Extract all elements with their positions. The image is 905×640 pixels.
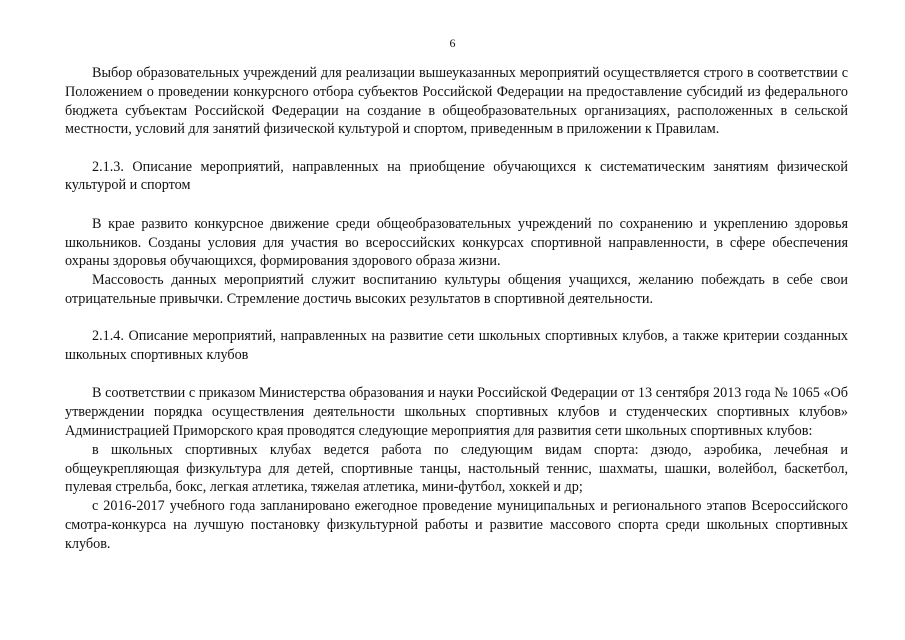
- paragraph-ministry-order: В соответствии с приказом Министерства образования и науки Российской Федерации от 13 сентября 2013 года № 1065 «Об утверждении порядка осуществления деятельности школьных спортивных клубов и студенческих спортивных клубов» Администрацией Приморского края проводятся следующие мероприятия для развития сети школьных спортивных клубов:: [65, 385, 848, 439]
- document-body: [65, 64, 848, 554]
- section-heading-2-1-4: 2.1.4. Описание мероприятий, направленных на развитие сети школьных спортивных клубов, а также критерии созданных школьных спортивных клубов: [65, 328, 848, 364]
- page-number: 6: [449, 36, 456, 50]
- paragraph-school-selection: Выбор образовательных учреждений для реализации вышеуказанных мероприятий осуществляется строго в соответствии с Положением о проведении конкурсного отбора субъектов Российской Федерации на предоставление субсидий из федерального бюджета субъектам Российской Федерации на создание в общеобразовательных организациях, расположенных в сельской местности, условий для занятий физической культурой и спортом, приведенным в приложении к Правилам.: [65, 65, 848, 138]
- paragraph-mass-events: Массовость данных мероприятий служит воспитанию культуры общения учащихся, желанию побеждать в себе свои отрицательные привычки. Стремление достичь высоких результатов в спортивной деятельности.: [65, 272, 848, 307]
- list-item-annual-contest: с 2016-2017 учебного года запланировано ежегодное проведение муниципальных и регионального этапов Всероссийского смотра-конкурса на лучшую постановку физкультурной работы и развитие массового спорта среди школьных спортивных клубов.: [65, 498, 848, 552]
- list-item-sports-types: в школьных спортивных клубах ведется работа по следующим видам спорта: дзюдо, аэробика, лечебная и общеукрепляющая физкультура для детей, спортивные танцы, настольный теннис, шахматы, шашки, волейбол, баскетбол, пулевая стрельба, бокс, легкая атлетика, тяжелая атлетика, мини-футбол, хоккей и др;: [65, 441, 848, 496]
- paragraph-competition-movement: В крае развито конкурсное движение среди общеобразовательных учреждений по сохранению и укреплению здоровья школьников. Созданы условия для участия во всероссийских конкурсах спортивной направленности, в сфере обеспечения охраны здоровья обучающихся, формирования здорового образа жизни.: [65, 215, 848, 270]
- section-heading-2-1-3: 2.1.3. Описание мероприятий, направленных на приобщение обучающихся к систематическим занятиям физической культурой и спортом: [65, 158, 848, 194]
